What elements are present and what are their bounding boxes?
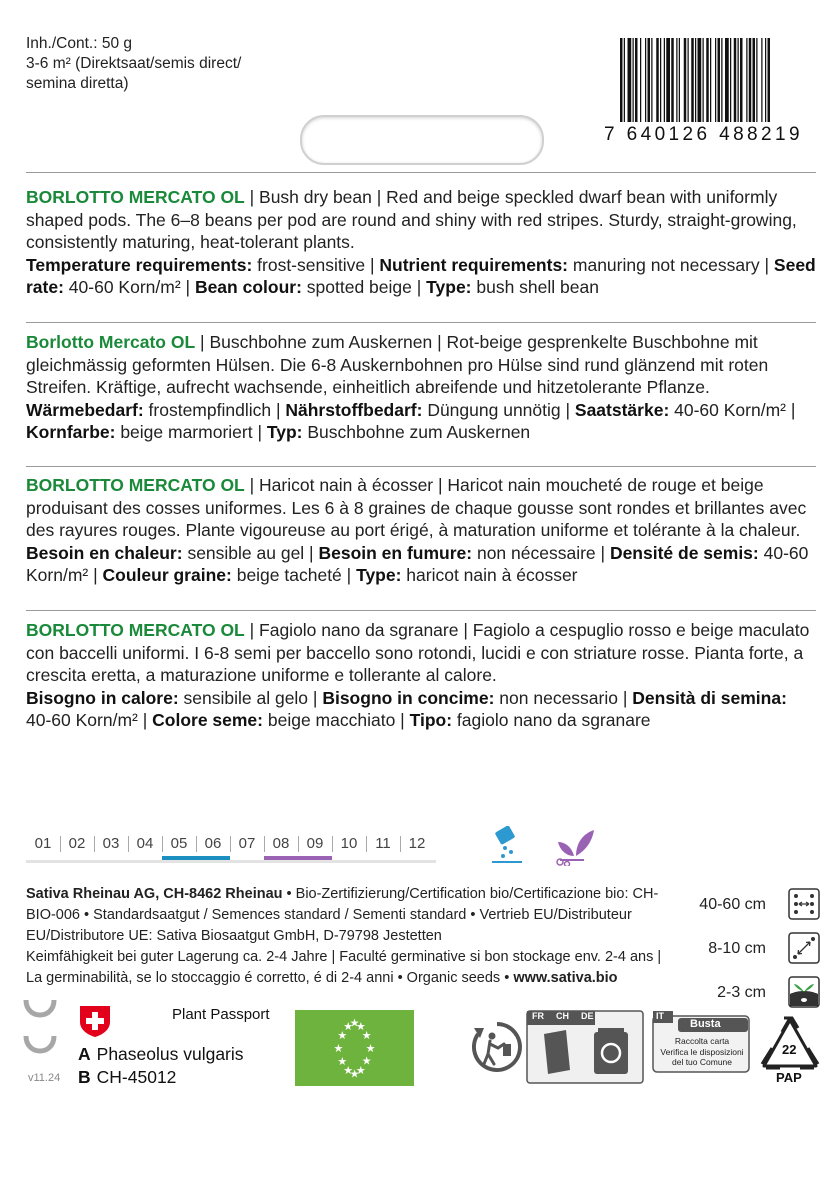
barcode-bar	[628, 38, 632, 122]
properties-it	[26, 687, 816, 732]
month-10: 10	[340, 835, 358, 852]
barcode-bar	[635, 38, 638, 122]
row-spacing	[680, 888, 820, 922]
prop-value: frostempfindlich |	[143, 399, 286, 420]
description-fr	[26, 474, 816, 587]
it-tag: IT	[656, 1011, 664, 1021]
month-separator	[298, 836, 299, 852]
prop-value: Buschbohne zum Auskernen	[302, 422, 531, 442]
barcode-bar	[746, 38, 747, 122]
row-spacing-icon	[788, 888, 820, 920]
prop-key: Bisogno in calore:	[26, 687, 179, 708]
barcode-bar	[725, 38, 729, 122]
month-separator	[196, 836, 197, 852]
divider	[26, 610, 816, 611]
prop-key: Typ:	[266, 422, 303, 442]
prop-key: Couleur graine:	[102, 565, 232, 585]
barcode-bar	[721, 38, 722, 122]
prop-key: Tipo:	[409, 710, 453, 730]
prop-key: Colore seme:	[152, 710, 263, 730]
barcode-bar	[671, 38, 674, 122]
country-de: DE	[581, 1011, 594, 1021]
passport-a-value: Phaseolus vulgaris	[96, 1044, 244, 1064]
prop-value: frost-sensitive |	[252, 254, 380, 275]
month-separator	[230, 836, 231, 852]
month-09: 09	[306, 835, 324, 852]
description-de	[26, 331, 816, 444]
package-info	[26, 34, 241, 94]
plant-passport-title: Plant Passport	[172, 1006, 270, 1023]
month-12: 12	[408, 835, 426, 852]
eu-star: ★	[361, 1029, 372, 1043]
month-separator	[128, 836, 129, 852]
barcode-bar	[664, 38, 665, 122]
month-04: 04	[136, 835, 154, 852]
barcode-bar	[648, 38, 651, 122]
variety-title-fr: BORLOTTO MERCATO OL	[26, 475, 245, 495]
barcode-bar	[640, 38, 641, 122]
busta-title: Busta	[690, 1018, 721, 1030]
company-info	[26, 884, 666, 989]
sowing-period-bar	[162, 856, 230, 860]
prop-key: Temperature requirements:	[26, 254, 253, 275]
disposal-frame	[526, 1010, 644, 1084]
desc-fr-body: | Haricot nain à écosser | Haricot nain moucheté de rouge et beige produisant des cosses uniformes. Les 6 à 8 graines de chaque gousse sont rondes et brillantes avec des rayures rouges. Plante vigoureuse au port érigé, à maturation uniforme et tolérante à la chaleur.	[26, 475, 807, 540]
logo-arcs	[22, 996, 58, 1068]
pap-number: 22	[782, 1042, 797, 1057]
prop-value: beige tacheté |	[231, 565, 357, 585]
prop-key: Bean colour:	[194, 277, 302, 297]
swiss-flag-icon	[78, 1004, 112, 1038]
prop-key: Besoin en chaleur:	[26, 542, 183, 563]
eu-star: ★	[343, 1064, 354, 1078]
month-separator	[366, 836, 367, 852]
barcode-bar	[761, 38, 762, 122]
harvest-scissors-icon	[554, 826, 600, 866]
eu-star: ★	[337, 1054, 348, 1068]
variety-title-it: BORLOTTO MERCATO OL	[26, 620, 245, 640]
prop-key: Densité de semis:	[609, 542, 759, 563]
barcode	[620, 38, 816, 122]
country-fr: FR	[532, 1011, 544, 1021]
prop-value: fagiolo nano da sgranare	[452, 710, 651, 730]
barcode-bar	[660, 38, 661, 122]
barcode-bar	[710, 38, 711, 122]
barcode-bar	[688, 38, 689, 122]
recycle-person-icon	[470, 1020, 524, 1074]
plant-spacing	[680, 932, 820, 966]
passport-registration	[78, 1067, 176, 1088]
barcode-bar	[768, 38, 771, 122]
pap-label: PAP	[776, 1070, 802, 1085]
eu-star: ★	[333, 1042, 344, 1055]
month-06: 06	[204, 835, 222, 852]
barcode-bar	[620, 38, 623, 122]
prop-value: spotted beige |	[301, 277, 427, 297]
calendar-baseline	[26, 860, 436, 863]
prop-key: Nutrient requirements:	[379, 254, 569, 275]
prop-value: sensible au gel |	[182, 542, 319, 563]
month-separator	[94, 836, 95, 852]
barcode-bar	[765, 38, 766, 122]
prop-value: bush shell bean	[471, 277, 599, 297]
month-calendar	[26, 834, 436, 864]
variety-title-en: BORLOTTO MERCATO OL	[26, 187, 245, 207]
website-link[interactable]: www.sativa.bio	[513, 970, 618, 986]
barcode-bar	[624, 38, 625, 122]
description-it	[26, 619, 816, 732]
sowing-depth	[680, 976, 820, 1010]
prop-key: Nährstoffbedarf:	[285, 399, 423, 420]
month-08: 08	[272, 835, 290, 852]
properties-fr	[26, 542, 816, 587]
barcode-bar	[738, 38, 739, 122]
barcode-bar	[749, 38, 752, 122]
variety-title-de: Borlotto Mercato OL	[26, 332, 196, 352]
barcode-bar	[656, 38, 659, 122]
barcode-bar	[703, 38, 704, 122]
barcode-number: 7 640126 488219	[604, 124, 803, 145]
area-line-1: 3-6 m² (Direktsaat/semis direct/	[26, 55, 242, 72]
description-en	[26, 186, 816, 299]
month-separator	[400, 836, 401, 852]
properties-de	[26, 399, 816, 444]
prop-key: Bisogno in concime:	[322, 687, 495, 708]
prop-key: Wärmebedarf:	[26, 399, 144, 420]
prop-key: Type:	[356, 565, 402, 585]
disposal-guide	[526, 1010, 644, 1084]
row-spacing-value: 40-60 cm	[699, 896, 766, 913]
prop-value: haricot nain à écosser	[401, 565, 578, 585]
germination-text: Keimfähigkeit bei guter Lagerung ca. 2-4 Jahre | Faculté germinative si bon stockage env. 2-4 ans | La germinabilità, se lo stoccaggio é corretto, é di 2-4 anni • Organic seeds •	[26, 949, 662, 986]
country-codes	[532, 1011, 594, 1021]
area-line-2: semina diretta)	[26, 75, 129, 92]
month-05: 05	[170, 835, 188, 852]
plant-spacing-value: 8-10 cm	[708, 940, 766, 957]
eu-star: ★	[349, 1067, 360, 1081]
prop-value: 40-60 Korn/m² |	[63, 277, 195, 297]
description-en-text	[26, 186, 816, 254]
barcode-bar	[730, 38, 731, 122]
barcode-bar	[753, 38, 756, 122]
contents-line: Inh./Cont.: 50 g	[26, 35, 132, 52]
prop-key: Besoin en fumure:	[318, 542, 473, 563]
barcode-bar	[756, 38, 757, 122]
divider	[26, 172, 816, 173]
barcode-bar	[698, 38, 702, 122]
prop-key: Saatstärke:	[574, 399, 670, 420]
barcode-bar	[684, 38, 687, 122]
prop-key: Kornfarbe:	[26, 422, 116, 442]
country-ch: CH	[556, 1011, 569, 1021]
eu-star: ★	[349, 1016, 360, 1030]
divider	[26, 322, 816, 323]
prop-value: non nécessaire |	[472, 542, 610, 563]
eu-star: ★	[365, 1042, 376, 1055]
verifica-line-1: Verifica le disposizioni	[660, 1046, 744, 1057]
prop-value: 40-60 Korn/m² |	[26, 542, 809, 585]
prop-key: Seed rate:	[26, 254, 816, 297]
prop-value: non necessario |	[494, 687, 633, 708]
passport-b-value: CH-45012	[96, 1067, 177, 1087]
barcode-bar	[679, 38, 680, 122]
month-separator	[264, 836, 265, 852]
sowing-depth-value: 2-3 cm	[717, 984, 766, 1001]
eu-star: ★	[343, 1019, 354, 1033]
month-separator	[60, 836, 61, 852]
eu-star: ★	[361, 1054, 372, 1068]
properties-en	[26, 254, 816, 299]
barcode-bar	[651, 38, 652, 122]
month-01: 01	[34, 835, 52, 852]
barcode-bar	[633, 38, 634, 122]
month-02: 02	[68, 835, 86, 852]
passport-species	[78, 1044, 244, 1065]
barcode-bar	[645, 38, 646, 122]
passport-a-label: A	[78, 1044, 91, 1064]
version-label: v11.24	[28, 1072, 61, 1084]
month-separator	[162, 836, 163, 852]
watering-sowing-icon	[488, 826, 526, 866]
prop-value: 40-60 Korn/m² |	[26, 710, 153, 730]
barcode-bar	[734, 38, 737, 122]
barcode-bar	[715, 38, 716, 122]
busta-instructions	[656, 1036, 748, 1068]
prop-key: Densità di semina:	[632, 687, 787, 708]
eu-organic-leaf-icon	[295, 1010, 414, 1086]
prop-value: sensibile al gelo |	[178, 687, 323, 708]
eu-star: ★	[355, 1019, 366, 1033]
plant-spacing-icon	[788, 932, 820, 964]
eu-star: ★	[355, 1064, 366, 1078]
desc-en-body: | Bush dry bean | Red and beige speckled dwarf bean with uniformly shaped pods. The 6–8 beans per pod are round and shiny with red stripes. Sturdy, straight-growing, consistently maturing, heat-tolerant plants.	[26, 187, 797, 252]
month-separator	[332, 836, 333, 852]
barcode-bar	[740, 38, 743, 122]
company-name: Sativa Rheinau AG, CH-8462 Rheinau	[26, 886, 283, 902]
busta-label	[652, 1010, 750, 1074]
prop-value: beige marmoriert |	[115, 422, 267, 442]
verifica-line-2: del tuo Comune	[671, 1057, 732, 1067]
desc-de-body: | Buschbohne zum Auskernen | Rot-beige gesprenkelte Buschbohne mit gleichmässig geformten Hülsen. Die 6-8 Auskernbohnen pro Hülse sind rund glänzend mit roten Streifen. Kräftige, aufrecht wachsende, einheitlich abreifende und hitzetolerante Pflanze.	[26, 332, 769, 397]
prop-value: beige macchiato |	[263, 710, 410, 730]
barcode-bar	[691, 38, 694, 122]
prop-value: Düngung unnötig |	[422, 399, 575, 420]
description-fr-text	[26, 474, 816, 542]
passport-b-label: B	[78, 1067, 91, 1087]
barcode-bar	[718, 38, 721, 122]
description-de-text	[26, 331, 816, 399]
prop-value: manuring not necessary |	[568, 254, 774, 275]
harvest-period-bar	[264, 856, 332, 860]
eu-star: ★	[337, 1029, 348, 1043]
hang-slot	[300, 115, 544, 165]
divider	[26, 466, 816, 467]
barcode-bar	[695, 38, 696, 122]
prop-key: Type:	[426, 277, 472, 297]
barcode-bar	[676, 38, 677, 122]
desc-it-body: | Fagiolo nano da sgranare | Fagiolo a cespuglio rosso e beige maculato con baccelli uniformi. I 6-8 semi per baccello sono rotondi, lucidi e con striature rosse. Pianta forte, a crescita eretta, a maturazione uniforme e tollerante al calore.	[26, 620, 810, 685]
month-11: 11	[375, 835, 391, 852]
description-it-text	[26, 619, 816, 687]
barcode-bar	[666, 38, 670, 122]
sowing-depth-icon	[788, 976, 820, 1008]
raccolta-text: Raccolta carta	[674, 1036, 730, 1046]
certification-text: • Bio-Zertifizierung/Certification bio/Certificazione bio: CH-BIO-006 • Standardsaatgut / Semences standard / Sementi standard • Vertrieb EU/Distributeur EU/Distributore UE: Sativa Biosaatgut GmbH, D-79798 Jestetten	[26, 886, 659, 944]
pap-recycle	[758, 1014, 822, 1086]
prop-value: 40-60 Korn/m² |	[669, 399, 796, 420]
barcode-bar	[706, 38, 709, 122]
month-07: 07	[238, 835, 256, 852]
month-03: 03	[102, 835, 120, 852]
